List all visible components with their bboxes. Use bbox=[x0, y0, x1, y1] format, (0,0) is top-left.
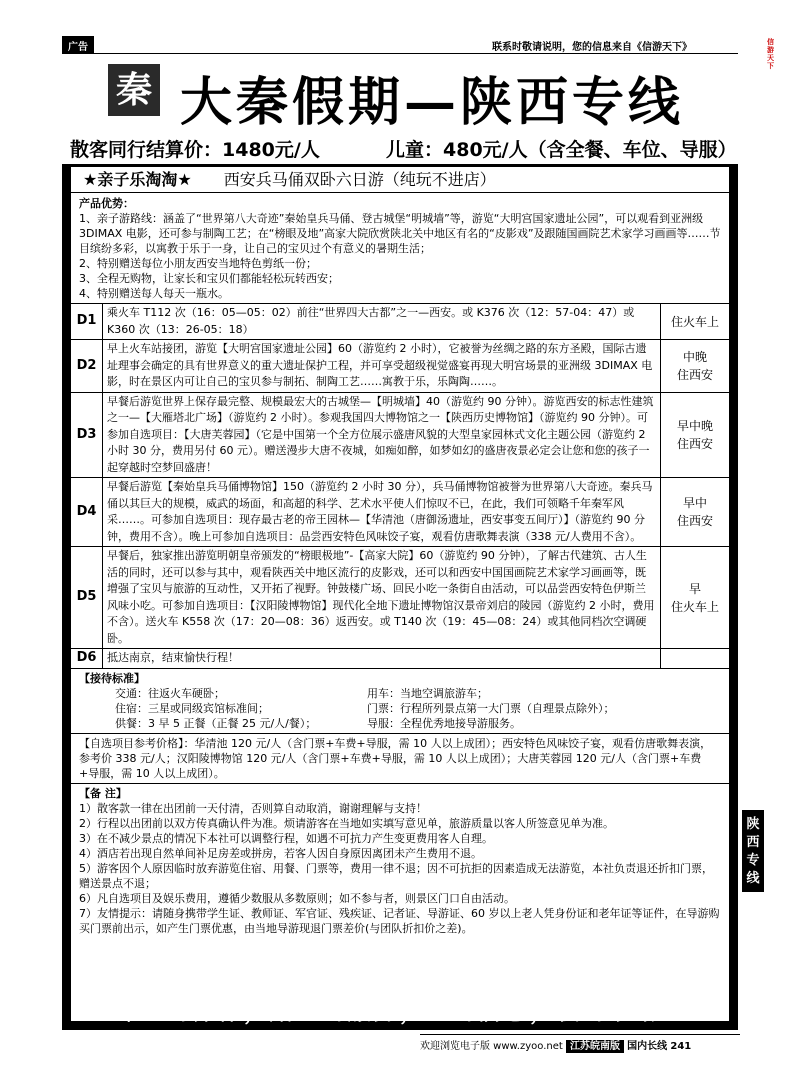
remark-item: 3）在不减少景点的情况下本社可以调整行程，如遇不可抗力产生变更费用客人自理。 bbox=[79, 831, 493, 845]
remark-item: 2）行程以出团前以双方传真确认件为准。烦请游客在当地如实填写意见单，旅游质量以客人所签意见单为准。 bbox=[79, 816, 614, 830]
day-meals: 早 住火车上 bbox=[670, 581, 719, 614]
remarks-heading: 【备 注】 bbox=[79, 786, 127, 800]
remarks bbox=[71, 784, 729, 938]
standards-row bbox=[79, 686, 721, 701]
standard-item: 交通：往返火车硬卧； bbox=[115, 686, 225, 700]
advantage-item: 4、特别赠送每人每天一瓶水。 bbox=[79, 287, 229, 300]
site-url: 欢迎浏览电子版 www.zyoo.net bbox=[420, 1041, 563, 1052]
fax: 传 真：025-68876029 bbox=[478, 936, 700, 957]
product-name: ★亲子乐淘淘★ bbox=[83, 170, 192, 189]
day-meals: 中晚 住西安 bbox=[676, 349, 713, 382]
remark-item: 5）游客因个人原因临时放弃游览住宿、用餐、门票等，费用一律不退；因不可抗拒的因素造成无法游览，本社负责退还折扣门票，赠送景点不退； bbox=[79, 861, 713, 890]
magazine-logo: 信游天下 bbox=[767, 38, 774, 70]
standard-item: 门票：行程所列景点第一大门票（自理景点除外）； bbox=[367, 701, 615, 715]
product-title bbox=[71, 167, 729, 193]
business-qq: 业务QQ：1525935169 bbox=[478, 962, 703, 983]
day-meals bbox=[661, 649, 729, 668]
itinerary-day bbox=[71, 393, 729, 479]
day-text: 早餐后游览世界上保存最完整、规模最宏大的古城堡—【明城墙】40（游览约 90 分钟）。游览西安的标志性建筑之一—【大雁塔北广场】（游览约 2 小时）。参观我国四大博物馆之一【陕西历史博物馆】（游览约 90 分钟）。可参加自选项目：【大唐芙蓉园】（它是中国第一个全方位展示盛唐风貌的大型皇家园林式文化主题公园（游览约 2 小时 30 分，费用另付 60 元）。赠送漫步大唐不夜城，如痴如醉，如梦如幻的盛唐夜景必定会让您和您的孩子一起穿越时空梦回盛唐！ bbox=[103, 393, 661, 478]
remark-item: 7）友情提示：请随身携带学生证、教师证、军官证、残疾证、记者证、导游证、60 岁以上老人凭身份证和老年证等证件，在导游购买门票前出示，如产生门票优惠，由当地导游现退门票差价(与团队折扣价之差)。 bbox=[79, 906, 720, 935]
day-meals: 住火车上 bbox=[670, 314, 719, 329]
footer bbox=[420, 1034, 740, 1052]
contact-block bbox=[62, 934, 738, 990]
product-route: 西安兵马俑双卧六日游（纯玩不进店） bbox=[223, 170, 496, 189]
day-meals: 早中晚 住西安 bbox=[676, 418, 713, 451]
itinerary-day bbox=[71, 649, 729, 669]
itinerary-day bbox=[71, 547, 729, 649]
standard-item: 供餐：3 早 5 正餐（正餐 25 元/人/餐）； bbox=[115, 716, 317, 730]
day-text: 早餐后，独家推出游览明朝皇帝颁发的“榜眼极地”-【高家大院】60（游览约 90 分钟），了解古代建筑、古人生活的同时，还可以参与其中，观看陕西关中地区流行的皮影戏，还可以和西安中国国画院艺术家学习画画等，既增强了宝贝与旅游的互动性，又开拓了视野。钟鼓楼广场、回民小吃一条街自由活动，可以品尝西安特色伊斯兰风味小吃。可参加自选项目：【汉阳陵博物馆】现代化全地下遗址博物馆汉景帝刘启的陵园（游览约 2 小时，费用不含）。送火车 K558 次（17：20—08：36）返西安。或 T140 次（19：45—08：24）或其他同档次空调硬卧。 bbox=[103, 547, 661, 648]
seal-logo-icon: 秦 bbox=[108, 64, 160, 116]
page-number: 241 bbox=[670, 1041, 692, 1052]
remark-item: 6）凡自选项目及娱乐费用，遵循少数服从多数原则；如不参与者，则景区门口自由活动。 bbox=[79, 891, 515, 905]
page-title: 大秦假期—陕西专线 bbox=[180, 72, 685, 133]
standards-row bbox=[79, 716, 721, 731]
day-text: 早餐后游览【秦始皇兵马俑博物馆】150（游览约 2 小时 30 分），兵马俑博物馆被誉为世界第八大奇迹。秦兵马俑以其巨大的规模，威武的场面，和高超的科学、艺术水平使人们惊叹不已，在此，我们可领略千年秦军风采……。可参加自选项目：现存最古老的帝王园林—【华清池（唐御汤遗址，西安事变五间厅）】（游览约 90 分钟，费用不含）。晚上可参加自选项目：品尝西安特色风味饺子宴，观看仿唐歌舞表演（338 元/人费用不含）。 bbox=[103, 478, 661, 546]
day-label: D5 bbox=[71, 547, 103, 648]
itinerary-day bbox=[71, 304, 729, 340]
standards-heading: 【接待标准】 bbox=[79, 671, 145, 685]
day-label: D1 bbox=[71, 304, 103, 339]
section-tab: 陕西专线 bbox=[742, 810, 764, 892]
optional-items bbox=[71, 734, 729, 784]
day-text: 乘火车 T112 次（16：05—05：02）前往“世界四大古都”之一—西安。或 K376 次（12：57-04：47）或 K360 次（13：26-05：18） bbox=[103, 304, 661, 339]
advantage-item: 3、全程无购物，让家长和宝贝们都能轻松玩转西安； bbox=[79, 272, 339, 285]
source-note: 联系时敬请说明，您的信息来自《信游天下》 bbox=[492, 42, 692, 53]
day-label: D4 bbox=[71, 478, 103, 546]
standard-item: 住宿：三星或同级宾馆标准间； bbox=[115, 701, 269, 715]
header bbox=[62, 54, 738, 136]
optional-text: 【自选项目参考价格】：华清池 120 元/人（含门票+车费+导服，需 10 人以上成团）；西安特色风味饺子宴，观看仿唐歌舞表演，参考价 338 元/人；汉阳陵博物馆 120 元/人（含门票+车费+导服，需 10 人以上成团）；大唐芙蓉园 120 元/人（含门票+车费+导服，需 10 人以上成团）。 bbox=[79, 736, 712, 780]
remark-item: 1）散客款一律在出团前一天付清，否则算自动取消，谢谢理解与支持！ bbox=[79, 801, 427, 815]
day-label: D2 bbox=[71, 340, 103, 392]
price-line bbox=[62, 136, 738, 164]
advantage-item: 1、亲子游路线：涵盖了“世界第八大奇迹”秦始皇兵马俑、登古城堡“明城墙”等，游览“大明宫国家遗址公园”，可以观看到亚洲级 3DIMAX 电影，还可参与制陶工艺；在“榜眼及地”高家大院欣赏陕北关中地区有名的“皮影戏”及跟随国画院艺术家学习画画等……节目缤纷多彩，以寓教于乐于一身，让自己的宝贝过个有意义的暑期生活； bbox=[79, 212, 721, 255]
standards-row bbox=[79, 701, 721, 716]
itinerary-day bbox=[71, 478, 729, 547]
day-label: D3 bbox=[71, 393, 103, 478]
standard-item: 用车：当地空调旅游车； bbox=[367, 686, 488, 700]
ad-panel bbox=[62, 54, 738, 1030]
contact-person: 联系人：小王 18921407839 bbox=[84, 962, 355, 983]
slogan: 专业的操作，贴心的服务，您的满意，我的承诺！ bbox=[114, 998, 686, 1025]
child-price: 儿童：480元/人（含全餐、车位、导服） bbox=[386, 139, 737, 161]
tour-details bbox=[70, 166, 730, 1022]
category-label: 国内长线 bbox=[627, 1041, 668, 1052]
advantages bbox=[71, 193, 729, 304]
itinerary-day bbox=[71, 340, 729, 393]
day-label: D6 bbox=[71, 649, 103, 668]
advantages-heading: 产品优势： bbox=[79, 197, 134, 210]
adult-price: 散客同行结算价：1480元/人 bbox=[70, 139, 320, 161]
day-text: 早上火车站接团，游览【大明宫国家遗址公园】60（游览约 2 小时），它被誉为丝绸之路的东方圣殿，国际古遗址理事会确定的具有世界意义的重大遗址保护工程，并可享受超级视觉盛宴再现大明宫场景的亚洲级 3DIMAX 电影，时在景区内可让自己的宝贝参与制拓、制陶工艺……寓教于乐，乐陶陶……。 bbox=[103, 340, 661, 392]
phone: 咨询电话：025-68876029 84962080 bbox=[84, 936, 452, 957]
advantage-item: 2、特别赠送每位小朋友西安当地特色剪纸一份； bbox=[79, 257, 317, 270]
top-bar bbox=[62, 34, 774, 70]
ad-tag: 广告 bbox=[62, 36, 94, 55]
edition-label: 江苏皖南版 bbox=[566, 1040, 624, 1053]
day-text: 抵达南京，结束愉快行程！ bbox=[103, 649, 661, 668]
day-meals: 早中 住西安 bbox=[676, 496, 713, 528]
service-standards bbox=[71, 669, 729, 734]
standard-item: 导服：全程优秀地接导游服务。 bbox=[367, 716, 521, 730]
remark-item: 4）酒店若出现自然单间补足房差或拼房，若客人因自身原因离团未产生费用不退。 bbox=[79, 846, 482, 860]
